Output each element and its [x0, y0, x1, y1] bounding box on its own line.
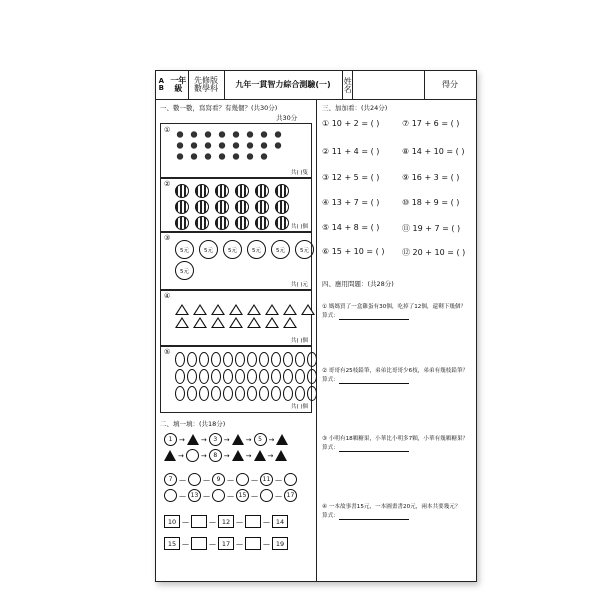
part4-title: 四、應用問題：(共28分): [322, 280, 394, 288]
worksheet-title: 九年一貫智力綜合測驗(一): [224, 71, 343, 99]
ball-icon: [215, 184, 229, 198]
egg-icon: [211, 352, 221, 367]
grade-label: 一年級: [170, 75, 187, 93]
count-answer: 共( )元: [290, 282, 308, 288]
egg-icon: [295, 386, 305, 401]
arrow-icon: →: [245, 435, 252, 444]
ball-icon: [275, 200, 289, 214]
arrow-icon: →: [200, 435, 207, 444]
sequence-circle: 1: [164, 433, 177, 446]
score-cell: [424, 71, 477, 99]
triangle-icon: [229, 304, 243, 315]
part1-score: 共30分: [276, 114, 298, 122]
equation[interactable]: ⑤ 14 + 8 = ( ): [322, 223, 380, 232]
box-tag: ④: [164, 292, 171, 300]
sequence-circle[interactable]: [186, 449, 199, 462]
part1-title: 一、數一數，寫寫看？有幾個？(共30分): [160, 104, 278, 112]
triangle-icon: [211, 304, 225, 315]
sequence-row-6: 15 — — 17 — — 19: [164, 537, 288, 550]
answer-line[interactable]: [339, 451, 409, 452]
egg-icon: [247, 369, 257, 384]
egg-icon: [283, 352, 293, 367]
sequence-circle: 15: [236, 489, 249, 502]
bird-icon: [203, 130, 213, 139]
egg-icon: [199, 369, 209, 384]
sequence-circle[interactable]: [212, 489, 225, 502]
sequence-circle: 17: [284, 489, 297, 502]
egg-icon: [199, 352, 209, 367]
answer-label: 算式：: [322, 376, 339, 383]
sequence-circle: 8: [209, 449, 222, 462]
bird-icon: [175, 152, 185, 161]
egg-icon: [271, 386, 281, 401]
bird-icon: [231, 141, 241, 150]
egg-icon: [247, 352, 257, 367]
bird-icon: [245, 152, 255, 161]
bird-icon: [259, 130, 269, 139]
sequence-row-1: [164, 433, 288, 446]
subject-label: 數學科: [194, 84, 218, 93]
egg-icon: [307, 369, 317, 384]
triangle-icon: [193, 304, 207, 315]
triangle-icon: [229, 317, 243, 328]
sequence-circle[interactable]: [188, 473, 201, 486]
bird-icon: [231, 152, 241, 161]
problem-text: ④ 一本故事書15元，一本圖畫書20元，兩本共要幾元？: [322, 504, 461, 510]
egg-icon: [223, 386, 233, 401]
sequence-circle[interactable]: [284, 473, 297, 486]
sequence-square[interactable]: [245, 537, 261, 550]
triangle-icon: [276, 434, 288, 445]
egg-icon: [175, 369, 185, 384]
ball-icon: [255, 200, 269, 214]
bird-icon: [175, 130, 185, 139]
triangle-icon: [211, 317, 225, 328]
egg-icon: [271, 352, 281, 367]
answer-line[interactable]: [339, 319, 409, 320]
bird-icon: [217, 130, 227, 139]
bird-icon: [203, 152, 213, 161]
egg-icon: [235, 369, 245, 384]
equation[interactable]: ⑩ 18 + 9 = ( ): [402, 198, 460, 207]
triangle-icon: [232, 434, 244, 445]
bird-icon: [175, 141, 185, 150]
triangle-icon: [247, 304, 261, 315]
triangle-icon: [265, 304, 279, 315]
egg-icon: [283, 386, 293, 401]
ball-icon: [195, 216, 209, 230]
sequence-circle: 9: [212, 473, 225, 486]
bird-icon: [273, 141, 283, 150]
ball-icon: [235, 184, 249, 198]
bird-icon: [217, 141, 227, 150]
ball-icon: [235, 200, 249, 214]
egg-icon: [259, 352, 269, 367]
coin-icon: 5元: [175, 261, 194, 280]
egg-icon: [175, 352, 185, 367]
egg-icon: [187, 386, 197, 401]
equation[interactable]: ① 10 + 2 = ( ): [322, 119, 380, 128]
answer-label: 算式：: [322, 444, 339, 451]
egg-icon: [199, 386, 209, 401]
triangle-icon: [164, 450, 176, 461]
word-problem-3: [322, 435, 472, 452]
triangle-icon: [175, 304, 189, 315]
triangle-icon: [175, 317, 189, 328]
answer-line[interactable]: [339, 383, 409, 384]
ball-icon: [275, 216, 289, 230]
bird-icon: [189, 130, 199, 139]
arrow-icon: →: [179, 435, 185, 444]
bird-icon: [203, 141, 213, 150]
coin-icon: 5元: [247, 240, 266, 259]
equation[interactable]: ⑪ 19 + 7 = ( ): [402, 224, 461, 233]
sequence-square: 12: [218, 515, 234, 528]
sequence-row-3: 7 — — 9 — — 11 —: [164, 473, 297, 486]
sequence-square: 17: [218, 537, 234, 550]
grade-prefix: A B: [158, 76, 165, 92]
sequence-circle[interactable]: [260, 489, 273, 502]
box-tag: ②: [164, 180, 171, 188]
egg-icon: [295, 369, 305, 384]
ball-grid: [175, 184, 293, 230]
ball-icon: [275, 184, 289, 198]
ball-icon: [255, 216, 269, 230]
egg-icon: [259, 369, 269, 384]
egg-icon: [247, 386, 257, 401]
count-box-4: [160, 289, 312, 347]
ball-icon: [215, 216, 229, 230]
arrow-icon: →: [223, 435, 230, 444]
ball-icon: [175, 184, 189, 198]
triangle-icon: [283, 304, 297, 315]
sequence-square: 15: [164, 537, 180, 550]
triangle-icon: [265, 317, 279, 328]
bird-icon: [259, 152, 269, 161]
equation[interactable]: ③ 12 + 5 = ( ): [322, 173, 380, 182]
sequence-circle[interactable]: [164, 489, 177, 502]
bird-icon: [217, 152, 227, 161]
sequence-square: 19: [272, 537, 288, 550]
bird-icon: [189, 152, 199, 161]
answer-line[interactable]: [339, 519, 409, 520]
sequence-square: 14: [272, 515, 288, 528]
ball-icon: [195, 200, 209, 214]
problem-text: ① 媽媽買了一盒雞蛋有30個，吃掉了12個，還剩下幾個？: [322, 304, 467, 310]
box-tag: ⑤: [164, 348, 171, 356]
egg-icon: [259, 386, 269, 401]
answer-label: 算式：: [322, 512, 339, 519]
egg-icon: [223, 369, 233, 384]
count-answer: 共( )個: [290, 338, 308, 344]
triangle-icon: [283, 317, 297, 328]
egg-icon: [211, 386, 221, 401]
triangle-icon: [301, 304, 315, 315]
problem-text: ② 哥哥有25枝鉛筆，弟弟比哥哥少6枝，弟弟有幾枝鉛筆？: [322, 368, 469, 374]
sequence-square[interactable]: [245, 515, 261, 528]
answer-label: 算式：: [322, 312, 339, 319]
egg-icon: [187, 369, 197, 384]
bird-grid: [175, 130, 285, 161]
count-answer: 共( )隻: [290, 170, 308, 176]
ball-icon: [235, 216, 249, 230]
edition-cell: [188, 71, 225, 99]
egg-icon: [283, 369, 293, 384]
word-problem-2: [322, 367, 472, 384]
coin-icon: 5元: [175, 240, 194, 259]
problem-text: ③ 小明有18顆糖果，小華比小明多7顆，小華有幾顆糖果？: [322, 436, 469, 442]
equation[interactable]: ⑥ 15 + 10 = ( ): [322, 247, 385, 256]
sequence-square[interactable]: [191, 515, 207, 528]
part2-title: 二、填一填：(共18分): [160, 420, 226, 428]
triangle-icon: [232, 450, 244, 461]
sequence-circle: 3: [209, 433, 222, 446]
sequence-row-4: — 13 — — 15 — — 17: [164, 489, 297, 502]
bird-icon: [245, 141, 255, 150]
sequence-square[interactable]: [191, 537, 207, 550]
egg-icon: [307, 386, 317, 401]
arrow-icon: →: [178, 451, 184, 460]
bird-icon: [245, 130, 255, 139]
sequence-circle[interactable]: [236, 473, 249, 486]
ball-icon: [215, 200, 229, 214]
equation[interactable]: ⑨ 16 + 3 = ( ): [402, 173, 460, 182]
egg-icon: [187, 352, 197, 367]
count-box-2: [160, 177, 312, 233]
name-label: 姓名: [342, 71, 353, 99]
word-problem-1: [322, 303, 472, 320]
coin-icon: 5元: [295, 240, 314, 259]
grade-cell: [156, 71, 189, 99]
box-tag: ①: [164, 126, 171, 134]
coin-icon: 5元: [199, 240, 218, 259]
egg-icon: [211, 369, 221, 384]
equation[interactable]: ④ 13 + 7 = ( ): [322, 198, 380, 207]
egg-grid: [175, 352, 317, 401]
worksheet-page: [155, 70, 477, 582]
coin-icon: 5元: [271, 240, 290, 259]
count-answer: 共( )個: [290, 404, 308, 410]
arrow-icon: →: [268, 435, 275, 444]
count-answer: 共( )個: [290, 224, 308, 230]
egg-icon: [307, 352, 317, 367]
sequence-circle: 13: [188, 489, 201, 502]
equation[interactable]: ② 11 + 4 = ( ): [322, 147, 380, 156]
worksheet-header: [156, 71, 476, 100]
egg-icon: [175, 386, 185, 401]
arrow-icon: →: [267, 451, 274, 460]
column-divider: [316, 99, 317, 581]
name-field[interactable]: [352, 71, 425, 99]
bird-icon: [259, 141, 269, 150]
triangle-icon: [247, 317, 261, 328]
triangle-grid: [175, 304, 317, 328]
triangle-icon: [275, 450, 287, 461]
equation[interactable]: ⑫ 20 + 10 = ( ): [402, 248, 466, 257]
equation[interactable]: ⑦ 17 + 6 = ( ): [402, 119, 460, 128]
arrow-icon: →: [223, 451, 230, 460]
triangle-icon: [187, 434, 199, 445]
sequence-circle: 5: [254, 433, 267, 446]
sequence-square: 10: [164, 515, 180, 528]
equation[interactable]: ⑧ 14 + 10 = ( ): [402, 147, 465, 156]
bird-icon: [189, 141, 199, 150]
coin-grid: [175, 240, 317, 280]
sequence-circle: 11: [260, 473, 273, 486]
bird-icon: [231, 130, 241, 139]
egg-icon: [235, 386, 245, 401]
ball-icon: [255, 184, 269, 198]
sequence-row-5: 10 — — 12 — — 14: [164, 515, 288, 528]
ball-icon: [175, 200, 189, 214]
score-label: 得分: [442, 79, 458, 89]
coin-icon: 5元: [223, 240, 242, 259]
box-tag: ③: [164, 234, 171, 242]
bird-icon: [273, 130, 283, 139]
part3-title: 三、加加看：(共24分): [322, 104, 388, 112]
ball-icon: [175, 216, 189, 230]
arrow-icon: →: [245, 451, 252, 460]
word-problem-4: [322, 503, 472, 520]
ball-icon: [195, 184, 209, 198]
count-box-3: [160, 231, 312, 291]
triangle-icon: [193, 317, 207, 328]
egg-icon: [235, 352, 245, 367]
count-box-1: [160, 123, 312, 179]
edition-label: 先修版: [194, 75, 218, 85]
count-box-5: [160, 345, 312, 413]
sequence-circle: 7: [164, 473, 177, 486]
arrow-icon: →: [200, 451, 207, 460]
egg-icon: [223, 352, 233, 367]
sequence-row-2: [164, 449, 287, 462]
egg-icon: [271, 369, 281, 384]
egg-icon: [295, 352, 305, 367]
triangle-icon: [254, 450, 266, 461]
